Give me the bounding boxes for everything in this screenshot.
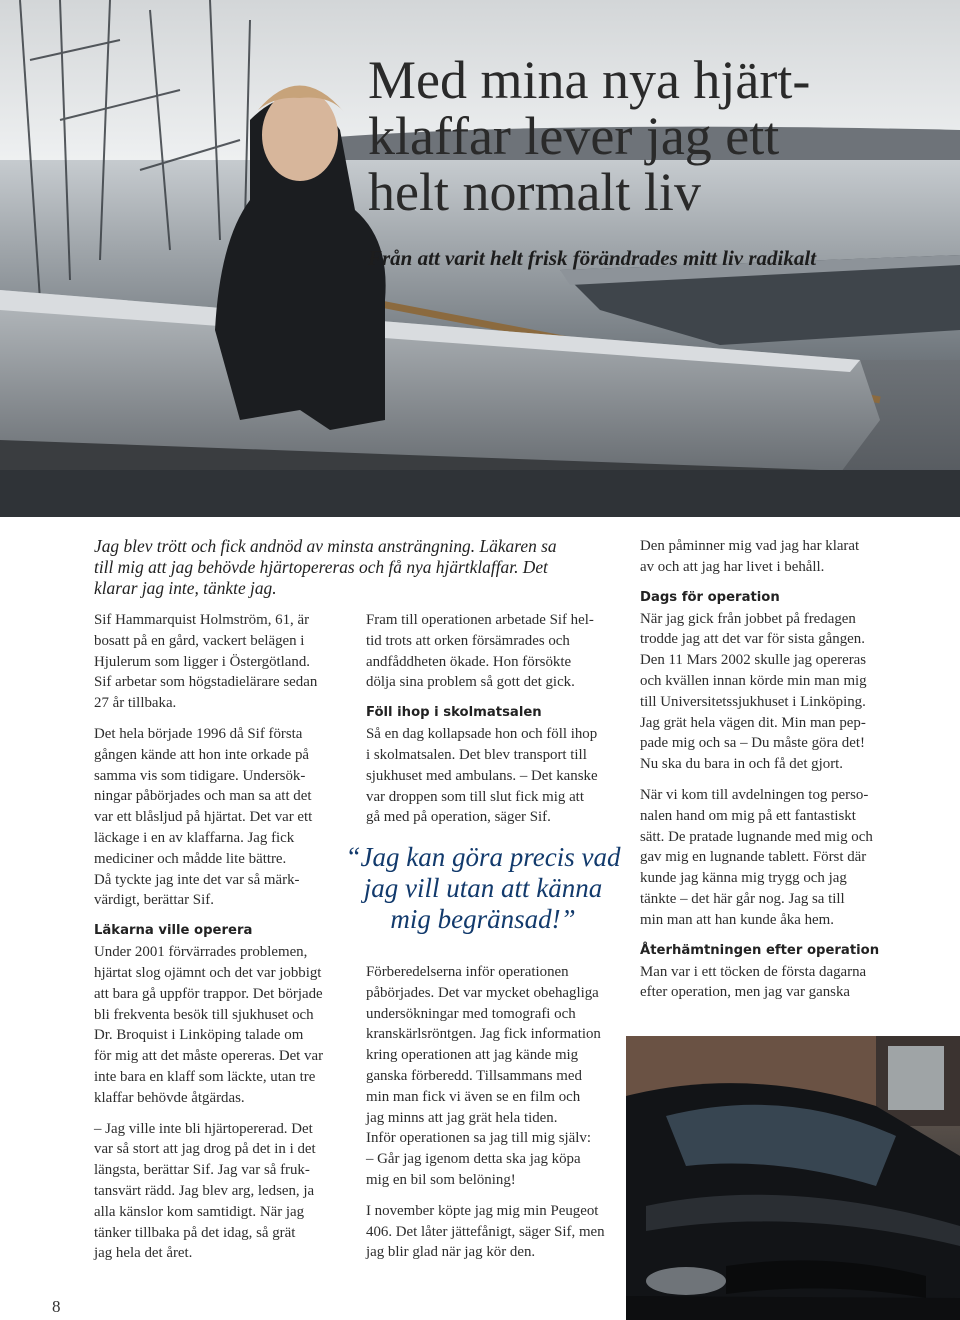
- text-line: Den 11 Mars 2002 skulle jag opereras: [640, 652, 867, 669]
- text-line: mediciner och mådde lite bättre.: [94, 850, 287, 867]
- text-line: var så stort att jag drog på det in i det: [94, 1141, 316, 1158]
- text-line: Inför operationen sa jag till mig själv:: [366, 1130, 591, 1147]
- column-3: [640, 536, 902, 1013]
- text-line: Jag grät hela vägen dit. Min man pep-: [640, 714, 866, 731]
- text-line: ningar påbörjades och man sa att det: [94, 788, 312, 805]
- car-illustration: [626, 1036, 960, 1320]
- text-line: påbörjades. Det var mycket obehagliga: [366, 984, 599, 1001]
- text-line: När jag gick från jobbet på fredagen: [640, 610, 856, 627]
- text-line: 27 år tillbaka.: [94, 695, 177, 712]
- text-line: min man att han kunde åka hem.: [640, 911, 834, 928]
- column-2: [366, 610, 620, 838]
- paragraph: [366, 1128, 620, 1190]
- text-line: Dr. Broquist i Linköping talade om: [94, 1027, 304, 1044]
- text-line: pade mig och sa – Du måste göra det!: [640, 735, 865, 752]
- intro-line: Jag blev trött och fick andnöd av minsta ansträngning. Läkaren sa: [94, 536, 557, 556]
- text-line: Förberedelserna inför operationen: [366, 964, 569, 980]
- text-line: längsta, berättar Sif. Jag var så fruk-: [94, 1162, 310, 1179]
- headline-line: helt normalt liv: [368, 162, 701, 222]
- text-line: att bara gå uppför trappor. Det började: [94, 985, 323, 1002]
- text-line: Det hela började 1996 då Sif första: [94, 725, 303, 742]
- text-line: kranskärlsröntgen. Jag fick information: [366, 1026, 601, 1043]
- text-line: sjukhuset med ambulans. – Det kanske: [366, 767, 598, 784]
- intro-line: klarar jag inte, tänkte jag.: [94, 578, 277, 598]
- text-line: klaffar behövde åtgärdas.: [94, 1089, 245, 1106]
- text-line: till Universitetssjukhuset i Linköping.: [640, 693, 866, 710]
- text-line: andfåddheten ökade. Hon försökte: [366, 653, 572, 670]
- quote-line: jag vill utan att känna: [363, 873, 603, 903]
- text-line: läckage i en av klaffarna. Jag fick: [94, 829, 295, 846]
- paragraph: [94, 610, 356, 714]
- headline: [368, 52, 948, 220]
- text-line: ganska förberedd. Tillsammans med: [366, 1067, 582, 1084]
- text-line: tänkte – det här går nog. Jag sa till: [640, 890, 845, 907]
- text-line: gå med på operation, säger Sif.: [366, 809, 551, 826]
- section-heading: Återhämtningen efter operation: [640, 942, 880, 958]
- intro-text: [94, 536, 614, 599]
- paragraph: [94, 942, 356, 1108]
- text-line: värdigt, berättar Sif.: [94, 892, 214, 909]
- text-line: – Går jag igenom detta ska jag köpa: [366, 1151, 581, 1168]
- text-line: min man fick vi även se en film och: [366, 1088, 581, 1105]
- text-line: Då tyckte jag inte det var så märk-: [94, 871, 300, 888]
- text-line: hjärtat slog ojämnt och det var jobbigt: [94, 964, 322, 981]
- text-line: var ett blåsljud på hjärtat. Det var ett: [94, 809, 313, 826]
- text-line: gången kände att hon inte orkade på: [94, 746, 310, 763]
- text-line: i skolmatsalen. Det blev transport till: [366, 746, 587, 763]
- text-line: kring operationen att jag kände mig: [366, 1047, 579, 1064]
- text-line: var droppen som till slut fick mig att: [366, 788, 584, 805]
- page-number: 8: [52, 1297, 61, 1316]
- headline-line: Med mina nya hjärt-: [368, 50, 811, 110]
- paragraph: [640, 609, 902, 775]
- text-line: trodde jag att det var för sista gången.: [640, 631, 865, 648]
- paragraph: [94, 1119, 356, 1265]
- text-line: Sif arbetar som högstadielärare sedan: [94, 674, 318, 691]
- text-line: undersökningar med tomografi och: [366, 1005, 576, 1022]
- text-line: tansvärt rädd. Jag blev arg, ledsen, ja: [94, 1182, 315, 1199]
- text-line: och kvällen innan körde min man mig: [640, 672, 867, 689]
- text-line: När vi kom till avdelningen tog perso-: [640, 786, 869, 803]
- paragraph: [366, 962, 620, 1128]
- text-line: Den påminner mig vad jag har klarat: [640, 538, 860, 554]
- text-line: – Jag ville inte bli hjärtopererad. Det: [94, 1120, 313, 1137]
- text-line: bli frekventa besök till sjukhuset och: [94, 1006, 314, 1023]
- pull-quote: [340, 842, 626, 935]
- text-line: Fram till operationen arbetade Sif hel-: [366, 612, 594, 628]
- text-line: för mig att det måste opereras. Det var: [94, 1048, 324, 1065]
- text-line: nalen hand om mig på ett fantastiskt: [640, 807, 856, 824]
- column-2-continued: [366, 962, 620, 1273]
- text-line: dölja sina problem så gott det gick.: [366, 674, 575, 691]
- intro-line: till mig att jag behövde hjärtopereras och få nya hjärtklaffar. Det: [94, 557, 548, 577]
- subtitle: Från att varit helt frisk förändrades mitt liv radikalt: [368, 246, 817, 270]
- text-line: mig en bil som belöning!: [366, 1171, 516, 1188]
- text-line: sätt. De pratade lugnande med mig och: [640, 828, 873, 845]
- section-heading: Läkarna ville operera: [94, 923, 253, 939]
- text-line: samma vis som tidigare. Undersök-: [94, 767, 306, 784]
- column-1: [94, 610, 356, 1274]
- paragraph: [640, 962, 902, 1004]
- text-line: inte bara en klaff som läckte, utan tre: [94, 1068, 316, 1085]
- text-line: tid trots att orken försämrades och: [366, 632, 570, 649]
- text-line: Så en dag kollapsade hon och föll ihop: [366, 726, 598, 743]
- paragraph: [94, 724, 356, 911]
- text-line: Under 2001 förvärrades problemen,: [94, 944, 308, 961]
- quote-line: “Jag kan göra precis vad: [345, 842, 621, 872]
- text-line: kunde jag känna mig trygg och jag: [640, 870, 847, 887]
- section-heading: Dags för operation: [640, 589, 780, 605]
- text-line: Sif Hammarquist Holmström, 61, är: [94, 612, 310, 628]
- text-line: Nu ska du bara in och få det gjort.: [640, 756, 844, 773]
- text-line: jag hela det året.: [94, 1245, 193, 1262]
- text-line: gav mig en lugnande tablett. Först där: [640, 849, 867, 866]
- paragraph: [366, 610, 620, 693]
- text-line: jag blir glad när jag kör den.: [366, 1244, 536, 1261]
- paragraph: [366, 724, 620, 828]
- text-line: jag minns att jag grät hela tiden.: [366, 1109, 558, 1126]
- car-photo: [626, 1036, 960, 1320]
- quote-line: mig begränsad!”: [390, 904, 576, 934]
- paragraph: [640, 785, 902, 931]
- text-line: efter operation, men jag var ganska: [640, 984, 851, 1001]
- section-heading: Föll ihop i skolmatsalen: [366, 705, 542, 721]
- text-line: alla känslor kom samtidigt. När jag: [94, 1203, 305, 1220]
- text-line: tänker tillbaka på det idag, så grät: [94, 1224, 296, 1241]
- text-line: bosatt på en gård, vackert belägen i: [94, 632, 305, 649]
- text-line: av och att jag har livet i behåll.: [640, 558, 825, 575]
- text-line: Hjulerum som ligger i Östergötland.: [94, 653, 311, 670]
- paragraph: [366, 1201, 620, 1263]
- text-line: 406. Det låter jättefånigt, säger Sif, men: [366, 1223, 605, 1240]
- text-line: Man var i ett töcken de första dagarna: [640, 963, 867, 980]
- text-line: I november köpte jag mig min Peugeot: [366, 1202, 599, 1219]
- headline-line: klaffar lever jag ett: [368, 106, 780, 166]
- paragraph: [640, 536, 902, 578]
